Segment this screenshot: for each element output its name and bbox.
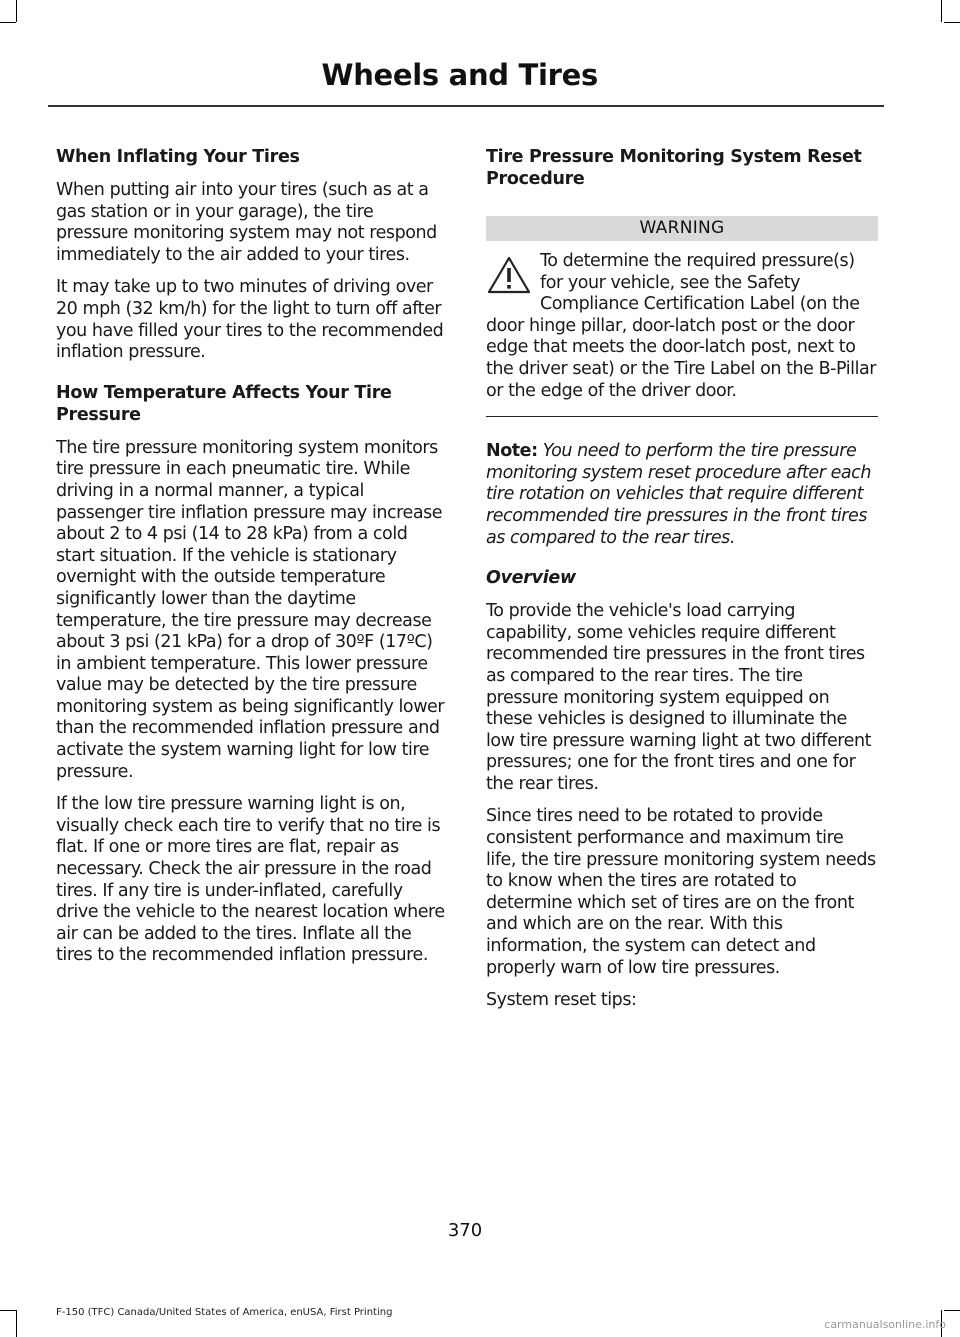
note-label: Note:: [486, 441, 538, 462]
edition-line: F-150 (TFC) Canada/United States of America, enUSA, First Printing: [56, 1307, 393, 1318]
warning-text: To determine the required pressure(s) for your vehicle, see the Safety Compliance Certification Label (on the door hinge pillar, door-latch post or the door edge that meets the door-latch post, next to the driver seat) or the Tire Label on the B-Pillar or the edge of the driver door.: [486, 251, 876, 401]
crop-mark: [0, 22, 16, 23]
watermark: carmanualsonline.info: [824, 1318, 946, 1331]
warning-box: [486, 251, 878, 402]
crop-mark: [0, 1310, 16, 1311]
paragraph: When putting air into your tires (such as at a gas station or in your garage), the tire pressure monitoring system may not respond immediately to the air added to your tires.: [56, 180, 437, 265]
crop-mark: [16, 1310, 17, 1337]
heading-reset-procedure: Tire Pressure Monitoring System Reset Procedure: [486, 147, 862, 189]
header-divider: [48, 105, 884, 107]
crop-mark: [944, 22, 960, 23]
heading-inflating: When Inflating Your Tires: [56, 147, 300, 167]
page-number: 370: [447, 1220, 483, 1241]
paragraph: The tire pressure monitoring system monitors tire pressure in each pneumatic tire. While driving in a normal manner, a typical passenger tire inflation pressure may increase about 2 to 4 psi (14 to 28 kPa) from a cold start situation. If the vehicle is stationary overnight with the outside temperature significantly lower than the daytime temperature, the tire pressure may decrease about 3 psi (21 kPa) for a drop of 30ºF (17ºC) in ambient temperature. This lower pressure value may be detected by the tire pressure monitoring system as being significantly lower than the recommended inflation pressure and activate the system warning light for low tire pressure.: [56, 437, 445, 782]
heading-temperature: How Temperature Affects Your Tire Pressure: [56, 382, 392, 425]
paragraph: If the low tire pressure warning light is on, visually check each tire to verify that no tire is flat. If one or more tires are flat, repair as necessary. Check the air pressure in the road tires. If any tire is under-inflated, carefully drive the vehicle to the nearest location where air can be added to the tires. Inflate all the tires to the recommended inflation pressure.: [56, 794, 445, 966]
note-text: You need to perform the tire pressure monitoring system reset procedure after each tire rotation on vehicles that require different recommended tire pressures in the front tires as compared to the rear tires.: [486, 441, 871, 548]
heading-overview: Overview: [486, 568, 576, 589]
warning-triangle-icon: [486, 255, 532, 295]
crop-mark: [16, 0, 17, 22]
note: [486, 441, 878, 549]
left-column: [56, 146, 446, 978]
paragraph: System reset tips:: [486, 990, 637, 1011]
warning-label: WARNING: [486, 216, 878, 241]
right-column: [486, 146, 878, 1023]
paragraph: Since tires need to be rotated to provide consistent performance and maximum tire life, the tire pressure monitoring system needs to know when the tires are rotated to determine which set of tires are on the front and which are on the rear. With this information, the system can detect and properly warn of low tire pressures.: [486, 806, 876, 978]
warning-divider: [486, 416, 878, 417]
section-title: Wheels and Tires: [321, 58, 598, 92]
crop-mark: [941, 0, 942, 22]
paragraph: It may take up to two minutes of driving over 20 mph (32 km/h) for the light to turn off after you have filled your tires to the recommended inflation pressure.: [56, 277, 444, 363]
paragraph: To provide the vehicle's load carrying capability, some vehicles require different recommended tire pressures in the front tires as compared to the rear tires. The tire pressure monitoring system equipped on these vehicles is designed to illuminate the low tire pressure warning light at two different pressures; one for the front tires and one for the rear tires.: [486, 601, 872, 794]
crop-mark: [944, 1310, 960, 1311]
